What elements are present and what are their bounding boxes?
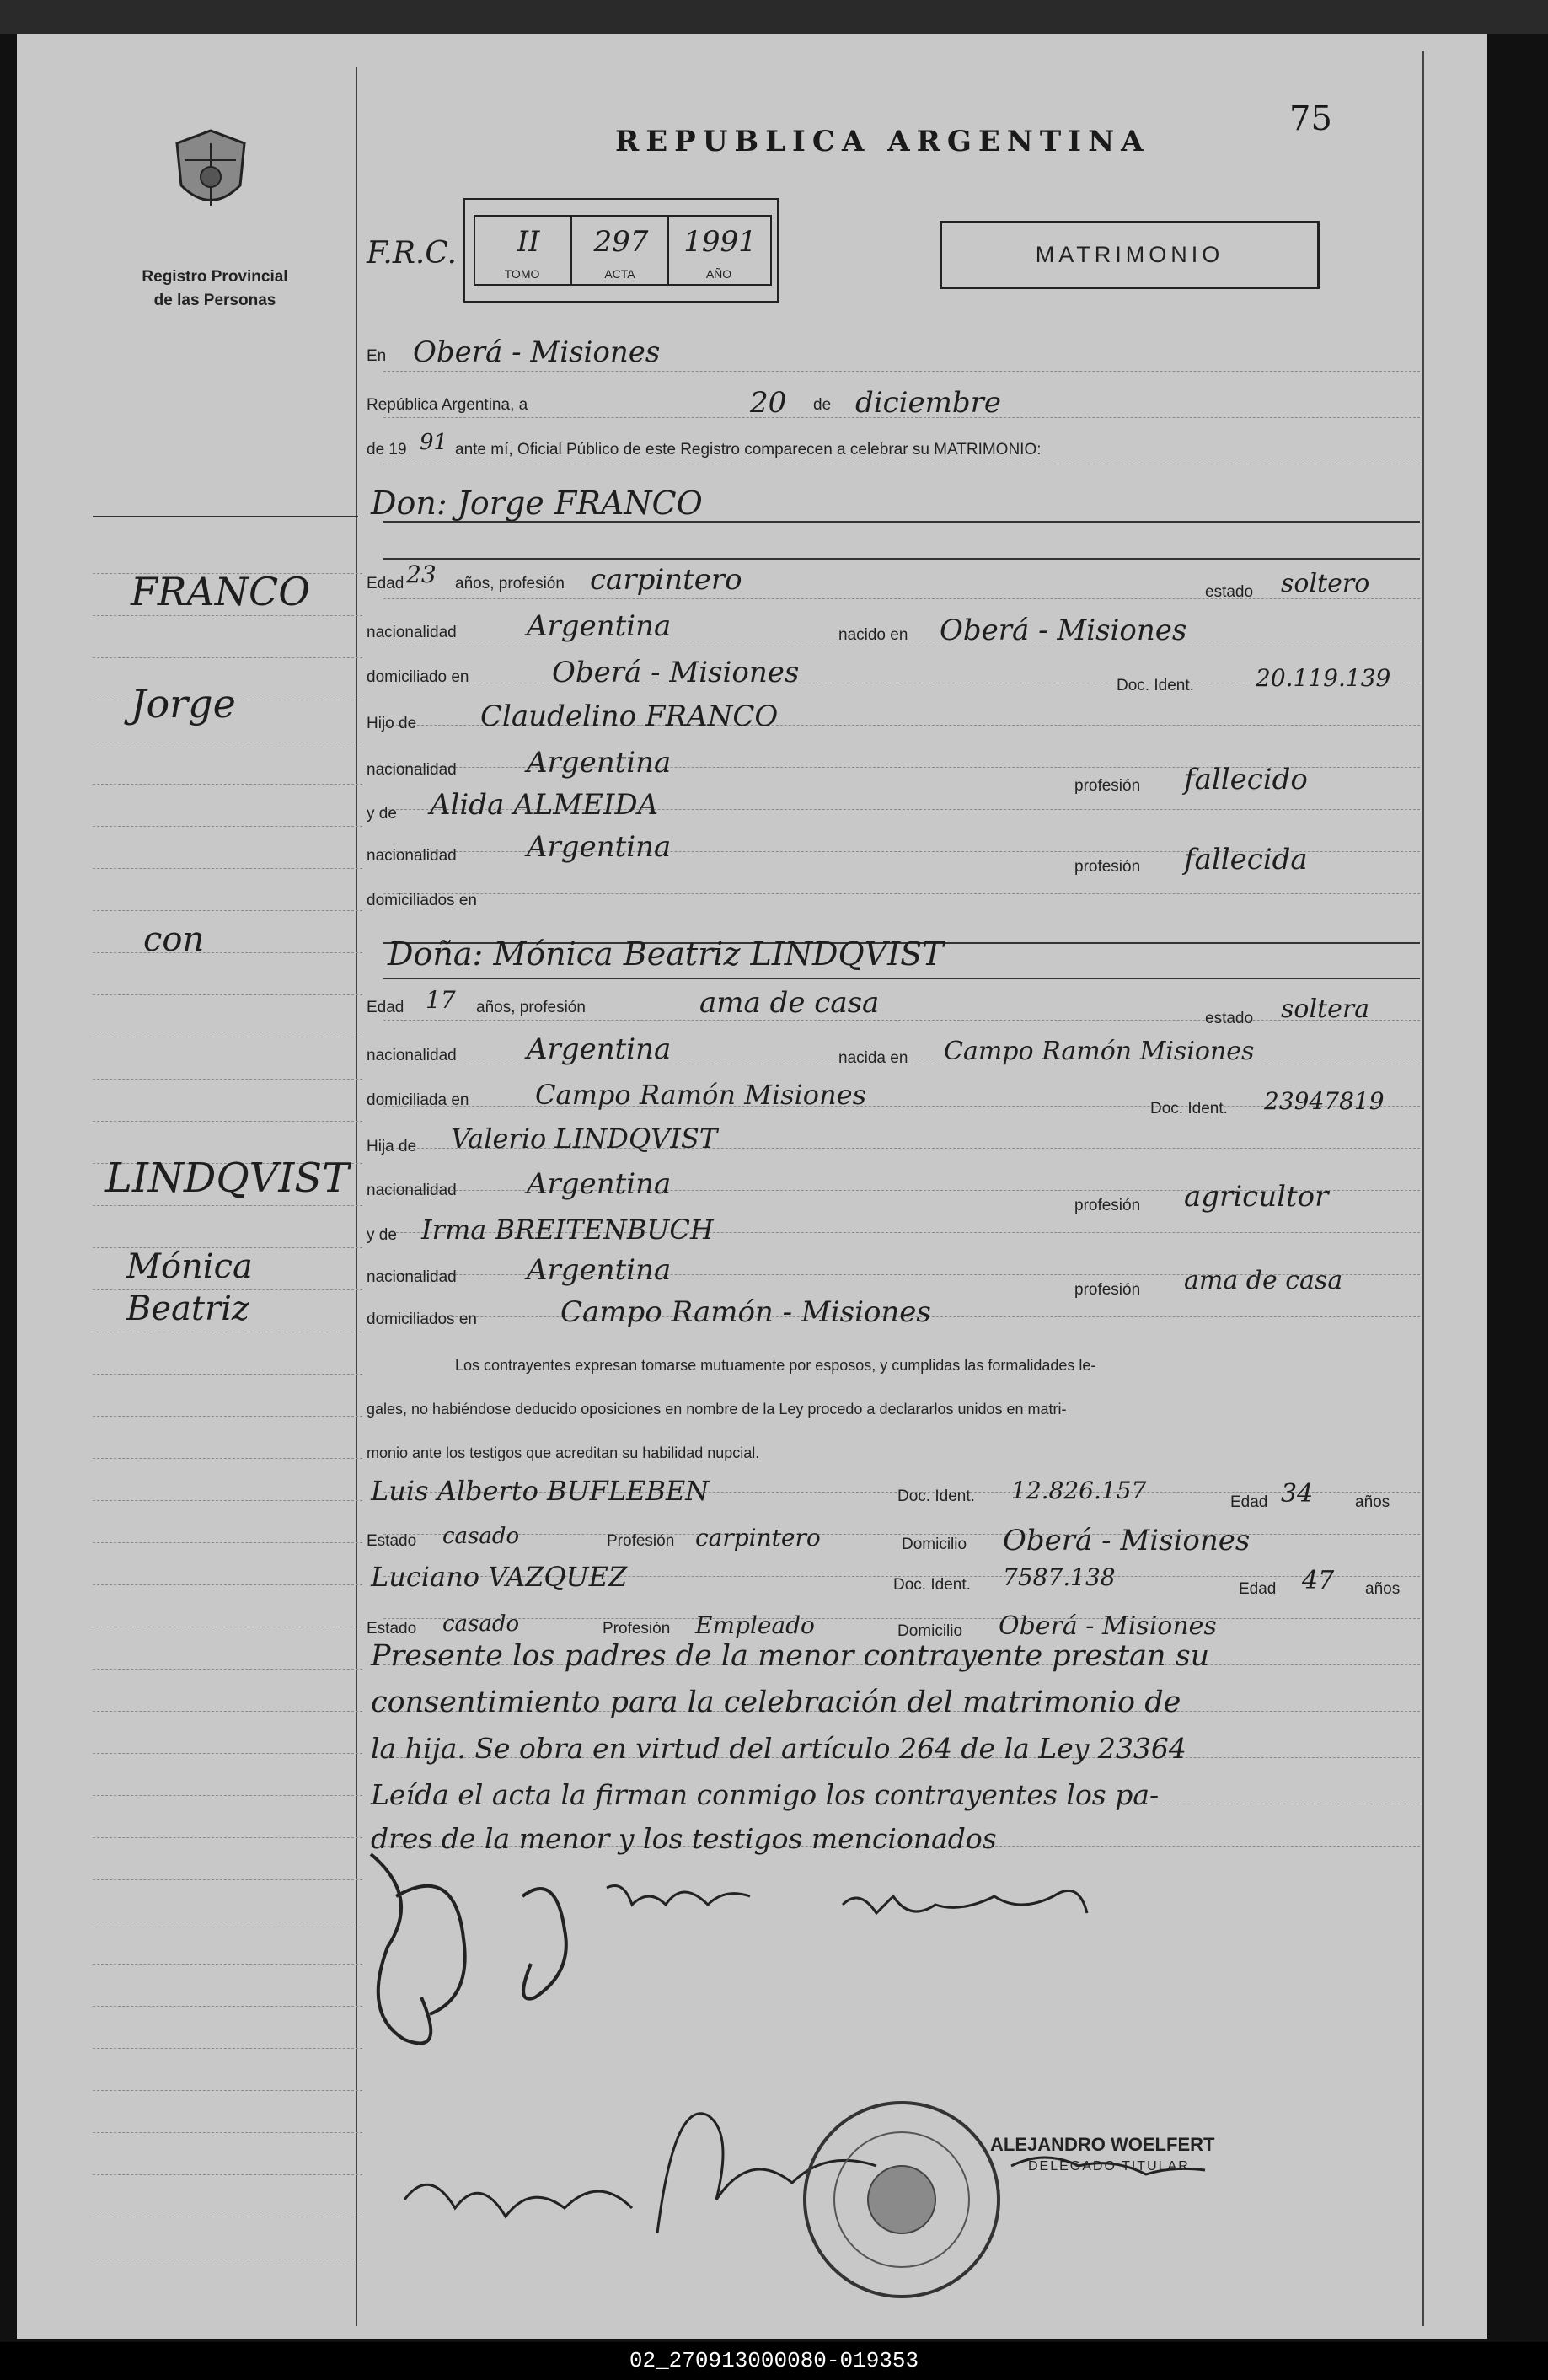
groom-hijo-label: Hijo de [367,715,417,732]
bride-hija-label: Hija de [367,1138,417,1155]
groom-father-nac-label: nacionalidad [367,761,457,779]
year-prefix: de 19 [367,441,407,458]
groom-mother: Alida ALMEIDA [430,788,659,822]
bride-mother-prof-label: profesión [1074,1281,1141,1299]
witness2-signature [657,2114,876,2233]
month-value: diciembre [855,386,1002,420]
groom-parents-dom-label: domiciliados en [367,892,477,909]
page-number: 75 [1289,99,1332,138]
bride-parents-domicile: Campo Ramón - Misiones [560,1295,931,1329]
witness1-prof-label: Profesión [607,1532,675,1550]
bride-edad-label: Edad [367,999,404,1016]
witness2-name: Luciano VAZQUEZ [371,1561,628,1593]
witness1-doc: 12.826.157 [1011,1477,1147,1504]
margin-groom-surname: FRANCO [131,569,310,614]
groom-doc-label: Doc. Ident. [1117,677,1194,694]
note-line-2: consentimiento para la celebración del matrimonio de [371,1686,1181,1719]
place-value: Oberá - Misiones [413,335,661,369]
groom-father-profession: fallecido [1184,763,1308,796]
act-type: MATRIMONIO [1035,242,1224,267]
margin-bride-surname: LINDQVIST [105,1155,350,1202]
bride-father-nacionalidad: Argentina [527,1167,672,1201]
groom-birthplace: Oberá - Misiones [940,614,1187,647]
registry-name-line2: de las Personas [153,292,276,309]
republica-label: República Argentina, a [367,396,528,414]
witness1-estado: casado [442,1524,520,1549]
witness1-profession: carpintero [695,1524,821,1552]
declaration-line-3: monio ante los testigos que acreditan su habilidad nupcial. [367,1445,760,1461]
intro-text: ante mí, Oficial Público de este Registro comparecen a celebrar su MATRIMONIO: [455,441,1042,458]
bride-line: Doña: Mónica Beatriz LINDQVIST [388,935,944,973]
tomo-label: TOMO [504,267,540,281]
anio-label: AÑO [705,267,732,281]
witness1-dom-label: Domicilio [902,1536,967,1553]
bride-estado: soltera [1281,994,1370,1024]
bride-nacionalidad: Argentina [527,1032,672,1066]
witness1-name: Luis Alberto BUFLEBEN [371,1475,710,1507]
scan-top-edge [0,0,1548,34]
day-value: 20 [750,386,787,420]
witness2-doc: 7587.138 [1003,1563,1116,1591]
groom-mother-prof-label: profesión [1074,858,1141,876]
margin-groom-given: Jorge [131,681,236,726]
coat-of-arms-icon [169,126,253,219]
note-line-5: dres de la menor y los testigos mencionados [371,1822,997,1855]
witness1-signature [404,2184,632,2217]
groom-father-nacionalidad: Argentina [527,746,672,780]
groom-mother-profession: fallecida [1184,843,1308,876]
bride-doc: 23947819 [1264,1087,1385,1115]
groom-signature [371,1854,431,2043]
note-line-3: la hija. Se obra en virtud del artículo 264 de la Ley 23364 [371,1732,1186,1765]
frc-label: F.R.C. [367,236,458,271]
bride-doc-label: Doc. Ident. [1150,1100,1228,1118]
bride-estado-label: estado [1205,1010,1254,1027]
margin-bride-given-2: Beatriz [126,1289,249,1328]
bride-profession: ama de casa [699,986,880,1020]
signatures-area [354,1846,1424,2334]
witness2-anos-label: años [1365,1580,1401,1598]
groom-doc: 20.119.139 [1256,664,1391,692]
witness1-age: 34 [1281,1479,1314,1509]
margin-connector: con [143,920,205,959]
groom-age: 23 [406,560,437,588]
margin-bride-given-1: Mónica [126,1247,253,1286]
declaration-line-2: gales, no habiéndose deducido oposiciones en nombre de la Ley procedo a declararlos unidos en matri- [367,1401,1067,1418]
note-line-4: Leída el acta la firman conmigo los contrayentes los pa- [371,1778,1160,1811]
witness2-edad-label: Edad [1239,1580,1277,1598]
year-value: 91 [420,430,448,455]
groom-nac-label: nacionalidad [367,624,457,641]
groom-nacionalidad: Argentina [527,609,672,643]
bride-parents-dom-label: domiciliados en [367,1311,477,1328]
bride-anos-label: años, profesión [476,999,586,1016]
father-signature [607,1886,750,1906]
groom-mother-nac-label: nacionalidad [367,847,457,865]
bride-father-prof-label: profesión [1074,1197,1141,1214]
groom-dom-label: domiciliado en [367,668,469,686]
groom-yde-label: y de [367,805,397,823]
witness2-profession: Empleado [695,1611,815,1639]
groom-profession: carpintero [590,563,742,597]
witness2-doc-label: Doc. Ident. [893,1576,971,1594]
bride-nac-label: nacionalidad [367,1047,457,1064]
groom-domicile: Oberá - Misiones [552,656,800,689]
bride-mother-profession: ama de casa [1184,1266,1343,1295]
bride-yde-label: y de [367,1226,397,1244]
bride-birthplace: Campo Ramón Misiones [944,1037,1255,1066]
witness2-estado-label: Estado [367,1620,417,1638]
bride-father: Valerio LINDQVIST [451,1123,718,1155]
witness1-estado-label: Estado [367,1532,417,1550]
groom-father-prof-label: profesión [1074,777,1141,795]
acta-value: 297 [593,225,649,259]
witness2-domicile: Oberá - Misiones [999,1611,1217,1641]
de-label: de [813,396,832,414]
tomo-value: II [517,225,540,259]
register-page [17,34,1487,2339]
en-label: En [367,347,387,365]
witness2-dom-label: Domicilio [897,1622,963,1640]
mother-signature [843,1890,1087,1913]
witness1-doc-label: Doc. Ident. [897,1488,975,1505]
anio-value: 1991 [683,225,757,259]
bride-father-nac-label: nacionalidad [367,1182,457,1199]
act-type-box [940,221,1320,289]
official-name: ALEJANDRO WOELFERT [990,2134,1215,2155]
bride-mother-nacionalidad: Argentina [527,1253,672,1287]
acta-label: ACTA [604,267,635,281]
bride-domicile: Campo Ramón Misiones [535,1079,867,1111]
groom-estado-label: estado [1205,583,1254,601]
bride-mother-nac-label: nacionalidad [367,1268,457,1286]
country-title: REPUBLICA ARGENTINA [615,125,1150,158]
note-line-1: Presente los padres de la menor contrayente prestan su [371,1639,1210,1673]
declaration-line-1: Los contrayentes expresan tomarse mutuamente por esposos, y cumplidas las formalidades le- [455,1357,1096,1374]
groom-nacido-label: nacido en [838,626,908,644]
witness1-domicile: Oberá - Misiones [1003,1524,1251,1557]
groom-father: Claudelino FRANCO [480,700,779,733]
act-reference-box [463,198,779,303]
registry-name-line1: Registro Provincial [142,268,288,286]
margin-separator [93,516,358,517]
bride-nacida-label: nacida en [838,1049,908,1067]
official-title: DELEGADO TITULAR [1028,2159,1190,2174]
bride-age: 17 [426,986,456,1014]
groom-line: Don: Jorge FRANCO [371,485,703,522]
bride-dom-label: domiciliada en [367,1091,469,1109]
bride-signature [522,1889,566,1999]
groom-anos-label: años, profesión [455,575,565,592]
bride-father-profession: agricultor [1184,1180,1329,1214]
bride-mother: Irma BREITENBUCH [421,1214,714,1246]
witness2-estado: casado [442,1611,520,1637]
witness1-anos-label: años [1355,1493,1390,1511]
image-id-footer: 02_270913000080-019353 [0,2342,1548,2380]
witness2-age: 47 [1302,1566,1335,1595]
groom-mother-nacionalidad: Argentina [527,830,672,864]
groom-edad-label: Edad [367,575,404,592]
groom-estado: soltero [1281,569,1370,598]
witness2-prof-label: Profesión [603,1620,671,1638]
witness1-edad-label: Edad [1230,1493,1268,1511]
